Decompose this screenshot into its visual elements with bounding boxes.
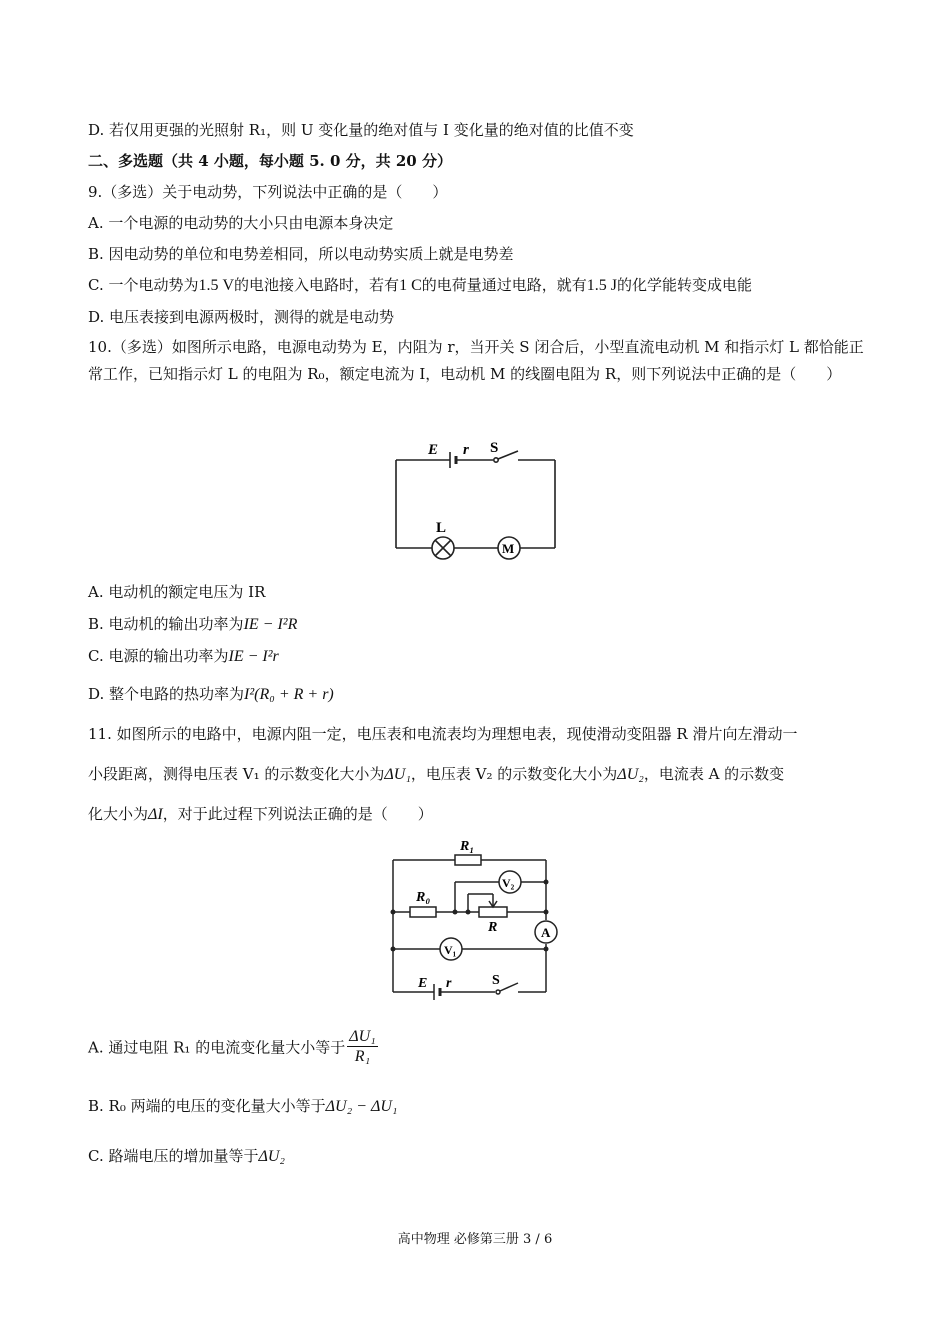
q11-option-b — [88, 1096, 397, 1117]
q9-value-charge: 1 C — [399, 277, 422, 294]
q11-option-c-text: C. 路端电压的增加量等于 — [88, 1147, 259, 1165]
q11-stem-line-2 — [88, 764, 784, 785]
q11-option-a — [88, 1028, 378, 1067]
q9-option-d: D. 电压表接到电源两极时，测得的就是电动势 — [88, 308, 395, 326]
q9-option-c-text: 的电池接入电路时，若有 — [234, 276, 400, 294]
q11-delta-u2: ΔU₂ — [617, 766, 644, 783]
q11-option-c-formula: ΔU₂ — [258, 1148, 285, 1165]
q9-option-b: B. 因电动势的单位和电势差相同，所以电动势实质上就是电势差 — [88, 245, 514, 263]
q11-stem-line-1: 11. 如图所示的电路中，电源内阻一定，电压表和电流表均为理想电表，现使滑动变阻器 R 滑片向左滑动一 — [88, 725, 798, 743]
q10-label-r: r — [463, 442, 469, 458]
q11-label-r: R — [488, 920, 498, 935]
q11-option-c — [88, 1146, 285, 1167]
q10-option-a: A. 电动机的额定电压为 IR — [88, 583, 266, 601]
q11-option-a-text: A. 通过电阻 R₁ 的电流变化量大小等于 — [88, 1038, 346, 1057]
q10-stem: 10.（多选）如图所示电路，电源电动势为 E，内阻为 r，当开关 S 闭合后，小型直流电动机 M 和指示灯 L 都恰能正常工作，已知指示灯 L 的电阻为 R₀，额定电流为 I，电动机 M 的线圈电阻为 R，则下列说法中正确的是（ ） — [88, 338, 864, 383]
q11-label-s: S — [492, 973, 500, 988]
q11-fraction-numerator: ΔU₁ — [349, 1028, 376, 1045]
q11-label-a: A — [541, 925, 551, 940]
q9-option-a: A. 一个电源的电动势的大小只由电源本身决定 — [88, 214, 394, 232]
q11-option-b-formula: ΔU₂ − ΔU₁ — [325, 1098, 398, 1115]
q10-option-d-text: D. 整个电路的热功率为 — [88, 685, 245, 703]
q11-delta-i: ΔI — [148, 806, 163, 823]
q11-stem-text: 化大小为 — [88, 805, 149, 823]
q11-label-v1: V₁ — [444, 943, 457, 957]
q9-value-voltage: 1.5 V — [198, 277, 235, 294]
q9-option-c-text: 的化学能转变成电能 — [616, 276, 752, 294]
q9-stem: 9.（多选）关于电动势，下列说法中正确的是（ ） — [88, 183, 448, 201]
q11-label-r0: R₀ — [416, 890, 431, 905]
q10-label-e: E — [428, 442, 439, 458]
q11-fraction-denominator: R₁ — [354, 1048, 371, 1065]
q11-label-v2: V₂ — [502, 876, 515, 890]
q11-label-r-internal: r — [446, 976, 452, 991]
q10-option-b-formula: IE − I²R — [243, 616, 298, 633]
q10-option-b-text: B. 电动机的输出功率为 — [88, 615, 244, 633]
q10-label-l: L — [436, 520, 447, 536]
q9-value-energy: 1.5 J — [586, 277, 617, 294]
q10-option-b — [88, 614, 297, 635]
q10-option-c-text: C. 电源的输出功率为 — [88, 647, 229, 665]
page-footer: 高中物理 必修第三册 3 / 6 — [397, 1232, 553, 1247]
q10-label-s: S — [490, 440, 499, 456]
q11-label-e: E — [418, 976, 428, 991]
q9-option-c — [88, 275, 752, 296]
q11-option-b-text: B. R₀ 两端的电压的变化量大小等于 — [88, 1097, 326, 1115]
q10-option-d-formula: I²(R₀ + R + r) — [244, 686, 334, 703]
q11-stem-line-3 — [88, 804, 433, 825]
q11-stem-text: ，电压表 V₂ 的示数变化大小为 — [410, 765, 618, 783]
q11-delta-u1: ΔU₁ — [384, 766, 411, 783]
q11-stem-text: ，电流表 A 的示数变 — [643, 765, 785, 783]
q9-option-c-text: C. 一个电动势为 — [88, 276, 199, 294]
q11-option-a-fraction — [347, 1028, 378, 1067]
q10-circuit-diagram — [388, 430, 568, 560]
q11-stem-text: 小段距离，测得电压表 V₁ 的示数变化大小为 — [88, 765, 385, 783]
q11-circuit-diagram — [380, 832, 570, 1000]
q10-label-m: M — [502, 541, 515, 556]
q10-option-d — [88, 684, 334, 705]
q11-label-r1: R₁ — [460, 839, 475, 854]
q9-option-c-text: 的电荷量通过电路，就有 — [421, 276, 587, 294]
q10-option-c-formula: IE − I²r — [228, 648, 279, 665]
q8-option-d: D. 若仅用更强的光照射 R₁，则 U 变化量的绝对值与 I 变化量的绝对值的比值不变 — [88, 121, 634, 139]
q10-option-c — [88, 646, 279, 667]
q11-stem-text: ，对于此过程下列说法正确的是（ ） — [162, 805, 433, 823]
section-heading: 二、多选题（共 4 小题，每小题 5. 0 分，共 20 分） — [88, 152, 452, 170]
